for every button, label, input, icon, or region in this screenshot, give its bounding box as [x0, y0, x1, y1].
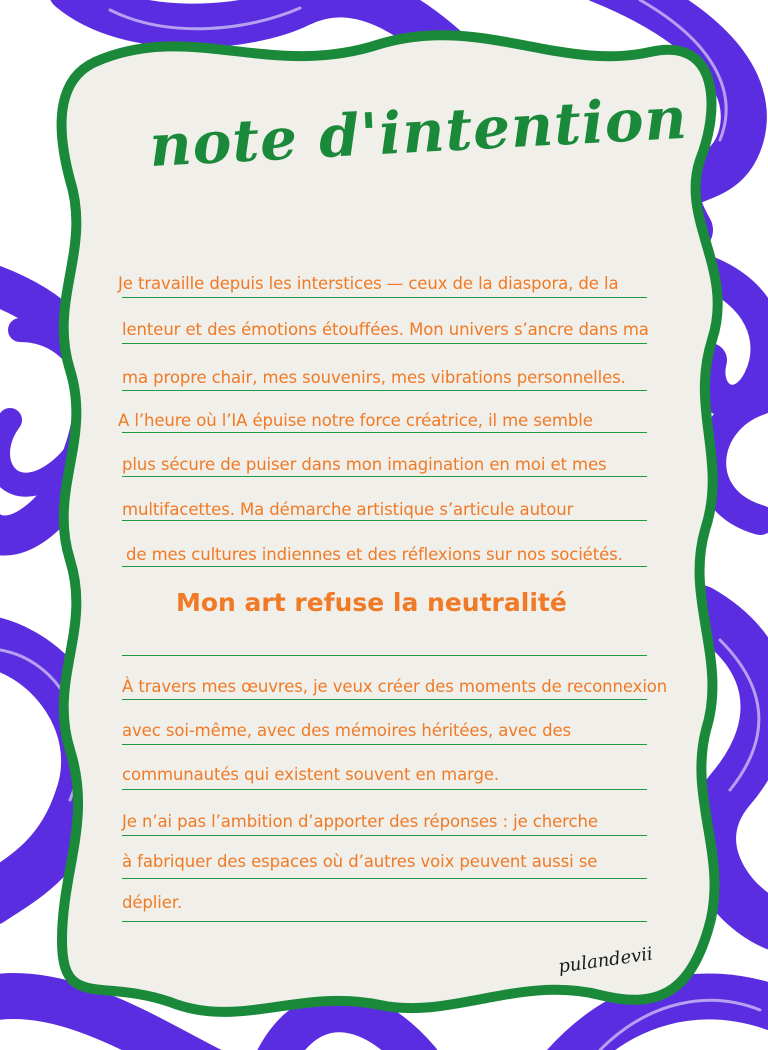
- rule-line: [122, 520, 647, 521]
- rule-line: [122, 921, 647, 922]
- paragraph-line: Je n’ai pas l’ambition d’apporter des réponses : je cherche: [122, 812, 598, 831]
- paragraph-line: à fabriquer des espaces où d’autres voix peuvent aussi se: [122, 852, 598, 871]
- paragraph-line: lenteur et des émotions étouffées. Mon univers s’ancre dans ma: [122, 320, 649, 339]
- rule-line: [122, 699, 647, 700]
- page-title: note d'intention: [147, 83, 690, 180]
- paragraph-line: avec soi-même, avec des mémoires héritées, avec des: [122, 721, 572, 740]
- rule-line: [122, 476, 647, 477]
- headline: Mon art refuse la neutralité: [176, 588, 567, 617]
- rule-line: [122, 744, 647, 745]
- rule-line: [122, 835, 647, 836]
- paragraph-line: déplier.: [122, 893, 183, 912]
- paragraph-line: ma propre chair, mes souvenirs, mes vibrations personnelles.: [122, 368, 626, 387]
- rule-line: [122, 432, 647, 433]
- paragraph-line: plus sécure de puiser dans mon imagination en moi et mes: [122, 455, 607, 474]
- paragraph-line: Je travaille depuis les interstices — ceux de la diaspora, de la: [118, 274, 619, 293]
- rule-line: [122, 789, 647, 790]
- rule-line: [122, 390, 647, 391]
- signature: pulandevii: [557, 943, 655, 978]
- paragraph-line: de mes cultures indiennes et des réflexions sur nos sociétés.: [126, 545, 623, 564]
- paragraph-line: communautés qui existent souvent en marge.: [122, 765, 500, 784]
- rule-line: [122, 343, 647, 344]
- paragraph-line: multifacettes. Ma démarche artistique s’articule autour: [122, 500, 574, 519]
- rule-line: [122, 297, 647, 298]
- paragraph-line: A l’heure où l’IA épuise notre force créatrice, il me semble: [118, 411, 593, 430]
- rule-line: [122, 655, 647, 656]
- rule-line: [122, 878, 647, 879]
- rule-line: [122, 566, 647, 567]
- paragraph-line: À travers mes œuvres, je veux créer des moments de reconnexion: [122, 677, 668, 696]
